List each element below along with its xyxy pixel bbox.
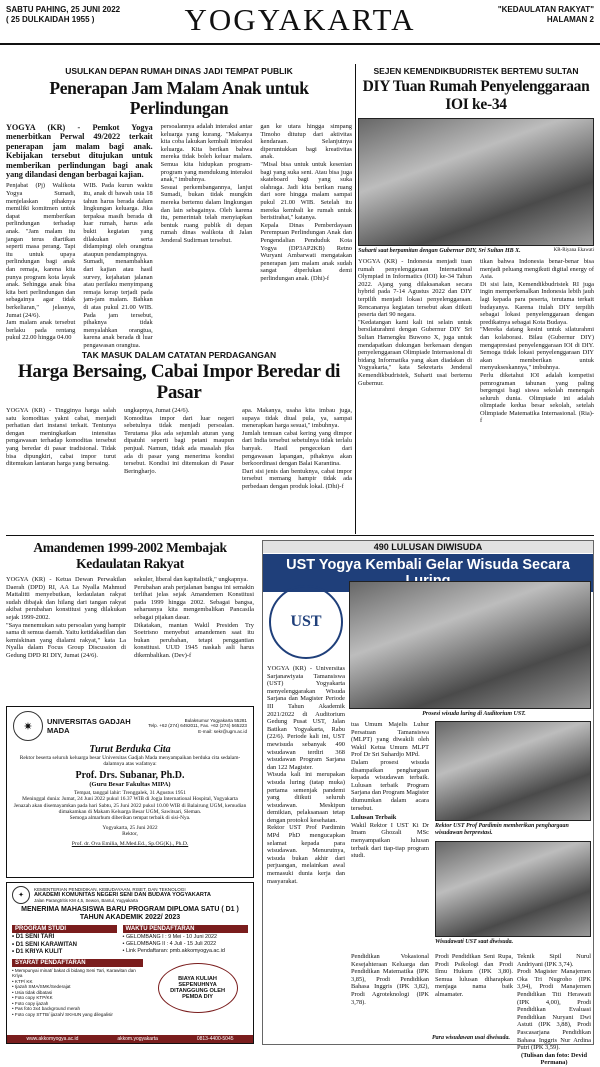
article-body: apa. Makanya, usaha kita imbau juga, supaya tidak diual pula, ya, sampai menerapkan harga sesuai," imbuhnya. — [242, 407, 352, 430]
obituary-intro: Rektor beserta seluruh keluarga besar Universitas Gadjah Mada menyampaikan berduka cita sedalam-dalamnya atas wafatnya: — [19, 755, 241, 768]
article-body: Wakil Rektor I UST Ki Dr Imam Ghozali MSc menyampaikan lulusan terbaik dari tiap-tiap program studi. — [351, 821, 429, 860]
ad-req-title: SYARAT PENDAFTARAN — [12, 959, 143, 967]
ugm-name: UNIVERSITAS GADJAH MADA — [47, 717, 131, 735]
article-body: Sumadi, menambahkan dari kajian atau hasil survey, kejahatan jalanan atau perilaku menyimpang remaja kerap terjadi pada jam-jam malam. Bahkan di atas pukul 21.00 WIB. Pada jam tersebut, pihaknya tidak menyalahkan orangtua, karena anak berada di luar pengawasan orangtua. — [83, 258, 153, 349]
article-amandemen — [6, 540, 254, 660]
article-body: YOGYA (KR) - Indonesia menjadi tuan rumah penyelenggaraan International Olympiad in Informatics (IOI) ke-34 Tahun 2022. Ajang yang dilaksanakan secara hybrid pada 7-14 Agustus 2022 dan DIY terpilih menjadi lokasi penyelenggaraan. Rencananya kegiatan tersebut akan diikuti peserta dari 90 negara. — [358, 258, 472, 319]
section-title: YOGYAKARTA — [184, 2, 416, 37]
article-kicker: TAK MASUK DALAM CATATAN PERDAGANGAN — [81, 350, 277, 360]
ad-ministry: KEMENTERIAN PENDIDIKAN, KEBUDAYAAN, RISET, DAN TEKNOLOGI — [34, 887, 186, 892]
article-kicker: 490 LULUSAN DIWISUDA — [263, 541, 593, 553]
article-body: YOGYA (KR) - Ketua Dewan Perwakilan Daerah (DPD) RI, AA La Nyalla Mahmud Mattalitti menyebutkan, kedaulatan rakyat sudah dibajak dan hilang dari tangan rakyat akibat perubahan konstitusi yang dilakukan sejak 1999-2002. — [6, 576, 126, 621]
article-cabai — [6, 350, 352, 491]
website-link[interactable]: www.akkomyogya.ac.id — [26, 1036, 79, 1042]
article-body: Kepala Dinas Pemberdayaan Perempuan Perlindungan Anak dan Pengendalian Penduduk Kota Yogya (DP3AP2KB) Retno Wuryani Ambarwati mengatakan penerapan jam malam anak sudah sangat diperlukan demi perlindungan anak. (Dhi)-f — [260, 221, 353, 282]
req-item: • Foto copy KTP/KK — [12, 995, 53, 1000]
article-lead: YOGYA (KR) - Pemkot Yogya menerbitkan Perwal 49/2022 terkait penerapan jam malam bagi anak. Kebijakan tersebut ditujukan untuk memberikan perlindungan bagi anak yang dilandasi dengan berbagai kajian. — [6, 123, 153, 180]
column-divider — [355, 64, 356, 534]
req-item: • Usia tidak dibatasi — [12, 989, 53, 995]
article-col — [351, 953, 429, 1006]
photo-caption: Prosesi wisuda luring di Auditorium UST. — [422, 711, 526, 717]
wave-item: • Link Pendaftaran: pmb.akkomyogya.ac.id — [122, 947, 225, 954]
obituary-title: Turut Berduka Cita — [89, 744, 171, 755]
article-headline: Penerapan Jam Malam Anak untuk Perlindungan — [49, 78, 309, 118]
article-body: ungkapnya, Jumat (24/6). — [124, 407, 190, 414]
ad-wave-title: WAKTU PENDAFTARAN — [123, 925, 248, 933]
ad-headline: MENERIMA MAHASISWA BARU PROGRAM DIPLOMA SATU ( D1 ) TAHUN AKADEMIK 2022/ 2023 — [21, 906, 239, 921]
article-headline: Amandemen 1999-2002 Membajak Kedaulatan Rakyat — [33, 540, 227, 571]
masthead-paper: "KEDAULATAN RAKYAT" HALAMAN 2 — [497, 5, 594, 24]
article-body: Perubahan arah perjalanan bangsa ini semakin terlihat jelas sejak Amandemen Konstitusi pada 1999 hingga 2002. Sebagai bangsa, seharusnya kita mengembalikan Pancasila sebagai pijakan dasar. — [134, 583, 254, 621]
article-body: Perlu diketahui IOI adalah kompetisi pemrograman tahunan yang paling bergengsi bagi siswa sekolah menengah seluruh dunia. Olimpiade ini adalah olimpiade kedua besar sekolah, setelah Olimpiade Matematika Internasional. (Ria)-f — [480, 371, 594, 425]
article-photo — [435, 721, 591, 821]
section-rule — [6, 535, 594, 536]
obituary-closing: Semoga almarhum diberikan tempat terbaik di sisi-Nya. — [69, 815, 191, 822]
req-item: • KTP/ KK — [12, 978, 33, 984]
ad-waves — [123, 934, 248, 954]
photo-caption: Para wisudawan usai diwisuda. — [431, 1035, 511, 1041]
wave-item: • GELOMBANG I : 9 Mei - 10 Juni 2022 — [122, 934, 218, 940]
req-item: • Pas foto 3x4 background merah — [12, 1006, 81, 1011]
ad-academy: AKADEMI KOMUNITAS NEGERI SENI DAN BUDAYA YOGYAKARTA — [34, 892, 211, 898]
ust-logo-icon: UST — [269, 585, 343, 659]
article-body: Dalam prosesi wisuda disampaikan penghargaan kepada wisudawan terbaik. Lulusan terbaik Program Sarjana dan Program Magister diumumkan dalam acara tersebut. — [351, 758, 429, 812]
req-item: • Mempunyai minat/ bakat di bidang Seni Tari, Karawitan dan Kriya — [12, 967, 136, 978]
article-headline: UST Yogya Kembali Gelar Wisuda Secara — [263, 554, 593, 592]
article-body: Pendidikan Vokasional Kesejahteraan Keluarga dan Pendidikan Matematika (IPK 3,85), Prodi Pendidikan Bahasa Inggris (IPK 3,82), Prodi Agroteknologi (IPK 3,78). — [351, 953, 429, 1006]
article-body: Jam malam anak tersebut berlaku pada rentang pukul 22.00 hingga 04.00 — [6, 319, 76, 342]
masthead — [0, 0, 600, 45]
article-credit: (Tulisan dan foto: Devid Permana) — [521, 1051, 587, 1067]
article-body: "Mereka datang kesini untuk silaturahmi dan kolaborasi. Bilau (Gubernur DIY) mengapresiasi penyelenggaraan IOI di DIY. Semoga tidak lokasi penyelenggaraan DIY akan memberikan untuk menyukseskannya," imbuhnya. — [480, 326, 594, 372]
obituary-name: Prof. Drs. Subanar, Ph.D. — [75, 769, 185, 781]
article-body: persoalannya adalah interaksi antar keluarga yang kurang. "Makanya kita coba lakukan kembali interaksi keluarga. Kita berikan bahwa mereka tidak boleh keluar malam. Semua kita hidupkan program-program yang mendukung interaksi anak," imbuhnya. — [160, 123, 253, 184]
article-body: Teknik Sipil Nurul Andriyani (IPK 3,74). — [517, 953, 591, 968]
article-headline: DIY Tuan Rumah Penyelenggaraan IOI ke-34 — [362, 78, 590, 113]
masthead-date: SABTU PAHING, 25 JUNI 2022 ( 25 DULKAIDAH 1955 ) — [6, 5, 121, 24]
article-headline: Harga Bersaing, Cabai Impor Beredar di Pasar — [17, 361, 341, 403]
program-item: • D1 SENI TARI — [12, 934, 55, 940]
article-subhead: Lulusan Terbaik — [351, 814, 397, 822]
article-body: "Kedatangan kami kali ini selain untuk bersilaturahmi dengan Gubernur DIY Sri Sultan Hamengku Buwono X, juga untuk mendapatkan dukungan berkenaan dengan penyelenggaraan Olimpiade Internasional di bidang Informatika yang akan diadakan di Yogyakarta," kata Sekretaris Jenderal Kemendikbudristek, Suharti usai bertemu Gubernur. — [358, 318, 472, 387]
article-body: "Saya menemukan satu persoalan yang hampir sama di semua daerah. Yaitu ketidakadilan dan kemiskinan yang dialami rakyat," kata La Nyalla dalam Focus Group Discussion di Gedung DPD RI DIY, Jumat (24/6). — [6, 621, 126, 659]
photo-credit: KR-Riyana Ekawati — [553, 248, 594, 253]
obituary-signer: Prof. dr. Ova Emilia, M.Med.Ed., Sp.OG(K)., Ph.D. — [71, 840, 189, 847]
article-body: tikan bahwa Indonesia benar-benar bisa menjadi peluang mengikuti digital energy of Asia. — [480, 258, 594, 281]
ugm-obituary-ad — [6, 706, 254, 878]
article-body: Prodi Magister Manajemen Oka Tri Nugroho (IPK 3,94), Prodi Manajemen Pendidikan Titi Herawati (IPK 4,00), Prodi Pendidikan Evaluasi Pendidikan Nuryani Dwi Astuti (IPK 3,88), Prodi Pascasarjana Pendidikan Bahasa Inggris Nur Ardina Putri (IPK 3,59). — [517, 968, 591, 1052]
article-body: YOGYA (KR) - Universitas Sarjanawiyata Tamansiswa (UST) Yogyakarta menyelenggarakan Wisuda Sarjana dan Magister Periode III Tahun Akademik 2021/2022 di Auditorium Gedung Pusat UST, Jalan Batikan Yogyakarta, Rabu (22/6). Periode kali ini, UST mewisuda sebanyak 490 wisudawan terdiri 368 wisudawan Program Sarjana dan 122 Magister. — [267, 665, 345, 771]
ad-address: Jalan Parangtritis KM 4,5, Sewon, Bantul, Yogyakarta — [34, 898, 138, 903]
program-item: • D1 SENI KARAWITAN — [12, 941, 78, 948]
ad-prog-title: PROGRAM STUDI — [12, 925, 117, 933]
social-handle: akkom.yogyakarta — [117, 1036, 158, 1042]
req-item: • Foto copy STTB/ ijazah/ SKHUN yang dilegalisir — [12, 1011, 113, 1017]
article-body: gan ke utara hingga simpang Timoho ditutup dari aktivitas kendaraan. Selanjutnya diperuntukkan bagi kreativitas anak. — [260, 123, 353, 161]
article-body: Dari sisi jenis dan bentuknya, cabai impor tersebut memang hampir tidak ada perbedaan dengan produk lokal. (Dhi)-f — [242, 467, 352, 490]
article-photo — [358, 118, 594, 246]
obituary-sig-title: Rektor, — [122, 830, 138, 837]
article-body: tua Umum Majelis Luhur Persatuan Tamansiswa (MLPT) yang diwakili oleh Wakil Ketua Umum MLPT Prof Dr Sri Suhardjo MPd. — [351, 721, 429, 759]
article-body: Prodi Pendidikan Seni Rupa, Prodi Psikologi dan Prodi Ilmu Hukum (IPK 3,80). Semua lulusan diharapkan menjaga nama baik almamater. — [435, 953, 513, 998]
article-kicker: SEJEN KEMENDIKBUDRISTEK BERTEMU SULTAN — [373, 66, 579, 76]
akkom-admission-ad — [6, 882, 254, 1044]
article-body: Di sisi lain, Kemendikbudristek RI juga ingin memperkenalkan Indonesia lebih jauh lagi kepada para peserta, terutama terkait budayanya. Karena itulah DIY terpilih sebagai lokasi penyelenggaraan dengan predikatnya sebagai Kota Budaya. — [480, 280, 594, 326]
article-col — [435, 953, 513, 999]
article-body: Rektor UST Prof Pardimin MPd PhD mengucapkan selamat kepada para wisudawan. Menurutnya, wisuda bukan akhir dari perjuangan, melainkan awal memasuki dunia kerja dan masyarakat. — [267, 824, 345, 885]
ugm-address: Bulaksumur Yogyakarta 55281 Telp. +62 (274) 6492011, Fax. +62 (274) 565223 E-mail: sekr@ugm.ac.id — [148, 717, 247, 734]
ministry-logo-icon: ✦ — [12, 886, 30, 904]
ugm-seal-icon: ✷ — [13, 711, 43, 741]
article-col — [267, 665, 345, 885]
obituary-role: (Guru Besar Fakultas MIPA) — [89, 780, 171, 788]
article-kicker: USULKAN DEPAN RUMAH DINAS JADI TEMPAT PUBLIK — [65, 66, 293, 76]
article-col — [351, 721, 429, 860]
article-body: Jumlah temuan cabai kering yang dimpor dari India tersebut sebetulnya tidak terlalu banyak. Hasil pengecekan dari pengawasan lapangan, pihaknya akan berkoordinasi dengan Balai Karantina. — [242, 429, 352, 468]
article-body: YOGYA (KR) - Tingginya harga salah satu komoditas yakni cabai, menjadi perhatian dari instansi terkait. Tentunya dengan meningkatkan intensitas pengawasan terhadap komoditas tersebut yang beredar di pasar tradisional. Tidak bisa dipungkiri, cabai impor turut ditemukan lantaran harga yang bersaing. — [6, 407, 116, 468]
article-ioi — [358, 66, 594, 425]
ad-footer — [7, 1035, 253, 1043]
article-body: Penjabat (Pj) Walikota Yogya Sumadi, menjelaskan pihaknya memiliki komitmen untuk dapat memberikan perlindungan terhadap anak. "Jam malam itu jangan terus diartikan seperti masa perang. Tapi itu untuk upaya perlindungan bagi anak dan remaja, karena kita punya program kota layak anak. Sehingga anak bisa kita beri perlindungan dan sebagainya agar tidak berkeliaran," jelasnya, Jumat (24/6). — [6, 182, 76, 319]
article-body: Komoditas impor dari luar negeri sebetulnya tidak menjadi persoalan. Terutama jika ada sejumlah aturan yang dipatuhi seperti bagi petani maupun penjual. Namun, tidak ada masalah jika ada di pasar yang menerima kondisi tersebut. Kondisi ini ditemukan di Pasar Beringharjo. — [124, 414, 234, 475]
article-body: sekuler, liberal dan kapitalistik," ungkapnya. — [134, 576, 248, 583]
program-item: • D1 KRIYA KULIT — [12, 949, 63, 955]
article-jam-malam — [6, 66, 352, 350]
article-col — [517, 953, 591, 1067]
ad-reqs — [12, 968, 143, 1018]
article-ust — [262, 540, 594, 1067]
article-photo — [349, 581, 591, 709]
article-photo — [435, 841, 591, 937]
photo-caption: Rektor UST Prof Pardimin memberikan penghargaan wisudawan berprestasi. — [435, 823, 569, 836]
article-body: Sesuai perkembangannya, lanjut Sumadi, bukan tidak mungkin mereka bertemu dalam lingkungan dan lain sebagainya. Oleh karena itu, pemerintah telah menyiapkan bentuk ruang publik di depan rumah dinas walikota di Jalan Jenderal Sudirman tersebut. — [160, 183, 253, 244]
free-tuition-badge: BIAYA KULIAH SEPENUHNYA DITANGGUNG OLEH PEMDA DIY — [158, 963, 238, 1013]
phone-number: 0813-4400-5045 — [196, 1036, 234, 1042]
article-body: WIB. Pada kurun waktu itu, anak di bawah usia 18 tahun harus berada dalam lingkungan keluarga. Jika terpaksa masih berada di luar rumah, harus ada bukti kegiatan yang dilakukan serta didampingi oleh orangtua ataupun pendampingnya. — [83, 182, 153, 258]
article-body: "Misal bisa untuk untuk kesenian bagi yang suka seni. Atau bisa juga skateboard bagi yang suka olahraga. Jadi kita berikan ruang dari sore hingga malam sampai pukul 21.00 WIB. Setelah itu mereka kembali ke rumah untuk beristirahat," katanya. — [260, 160, 353, 222]
article-body: Wisuda kali ini merupakan wisuda luring (tatap muka) pertama semenjak pandemi yang diikuti seluruh wisudawan. Meskipun demikian, pelaksanaan tetap dengan protokol kesehatan. — [267, 771, 345, 824]
req-item: • Foto copy ijazah — [12, 1000, 49, 1006]
photo-caption: Wisudawati UST saat diwisuda. — [435, 939, 514, 945]
obituary-place: Yogyakarta, 25 Juni 2022 — [102, 824, 158, 831]
obituary-details: Tempat, tanggal lahir: Trenggalek, 31 Agustus 1951 Meninggal dunia: Jumat, 24 Juni 2022 pukul 16.37 WIB di Jogja International Hospital, Yogyakarta Jenazah akan disemayamkan pada hari Sabtu, 25 Juni 2022 pukul 10.00 WIB di Balairung UGM, kemudian dimakamkan di Makam Keluarga Besar UGM, Sawitsari, Sleman. — [13, 789, 247, 816]
ad-programs — [12, 934, 117, 957]
wave-item: • GELOMBANG II : 4 Juli - 15 Juli 2022 — [122, 940, 217, 947]
article-body: Dikatakan, mantan Wakil Presiden Try Soetrisno menyebut amandemen saat itu bukan perubahan, tetapi penggantian konstitusi. UUD 1945 naskah asli harus dikembalikan. (Dev)-f — [134, 621, 254, 659]
req-item: • Ijazah SMA/SMK/Sederajat — [12, 984, 71, 989]
photo-caption: Suharti saat berpamitan dengan Gubernur DIY, Sri Sultan HB X. — [358, 248, 521, 254]
